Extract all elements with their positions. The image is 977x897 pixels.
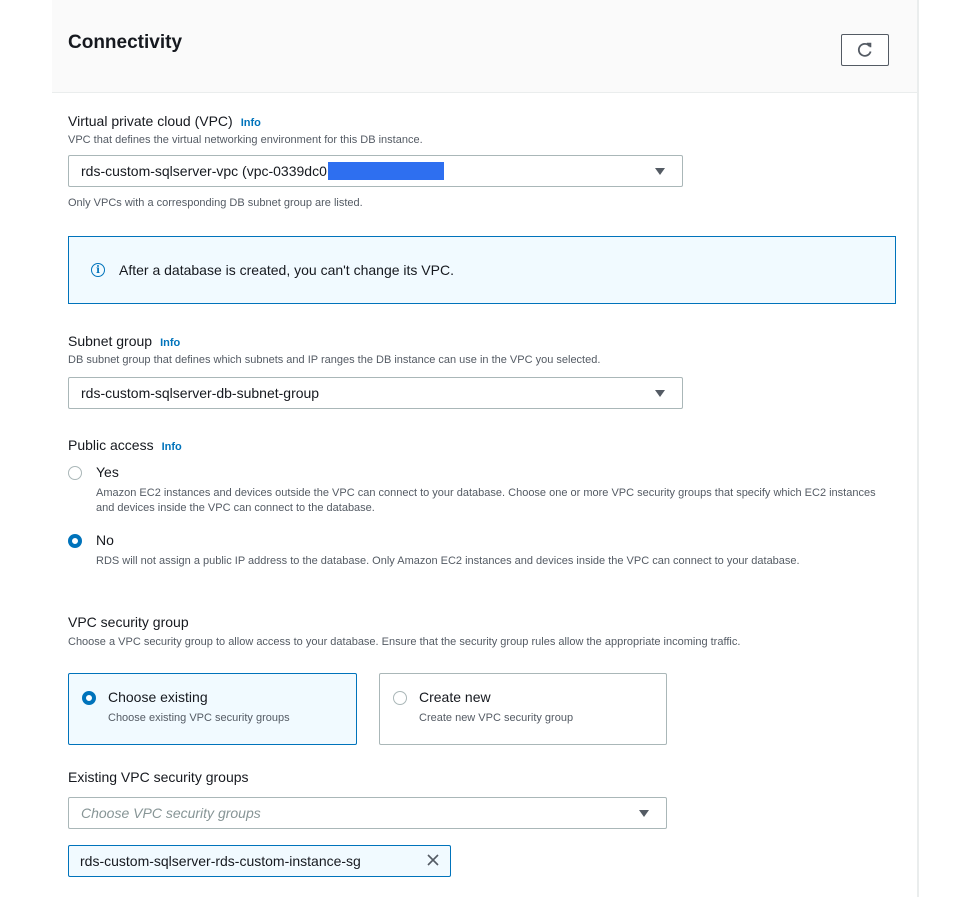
security-group-token-label: rds-custom-sqlserver-rds-custom-instance-sg — [80, 853, 361, 869]
vpc-change-alert — [68, 236, 896, 304]
public-access-no-label[interactable]: No — [96, 532, 114, 548]
public-access-label: Public access Info — [68, 437, 182, 453]
subnet-info-link[interactable]: Info — [160, 337, 181, 349]
create-new-tile[interactable] — [379, 673, 667, 745]
public-access-yes-description: Amazon EC2 instances and devices outside the VPC can connect to your database. Choose one or more VPC security groups that specify which EC2 instances and devices inside the VPC can connect to the database. — [96, 487, 876, 514]
caret-down-icon — [655, 168, 665, 175]
vpc-security-group-description: Choose a VPC security group to allow access to your database. Ensure that the security group rules allow the appropriate incoming traffic. — [68, 636, 741, 648]
create-new-description: Create new VPC security group — [419, 712, 574, 724]
public-access-yes-radio[interactable] — [68, 466, 82, 480]
security-groups-multiselect[interactable] — [68, 797, 667, 829]
public-access-yes-label[interactable]: Yes — [96, 464, 119, 480]
caret-down-icon — [639, 810, 649, 817]
choose-existing-tile[interactable] — [68, 673, 357, 745]
vpc-select[interactable] — [68, 155, 683, 187]
vpc-description: VPC that defines the virtual networking environment for this DB instance. — [68, 134, 423, 146]
vpc-info-link[interactable]: Info — [240, 117, 261, 129]
subnet-group-select[interactable] — [68, 377, 683, 409]
vpc-security-group-label: VPC security group — [68, 614, 189, 630]
choose-existing-description: Choose existing VPC security groups — [108, 712, 290, 724]
security-group-token — [68, 845, 451, 877]
choose-existing-radio[interactable] — [82, 691, 96, 705]
public-access-no-description: RDS will not assign a public IP address to the database. Only Amazon EC2 instances and devices inside the VPC can connect to your database. — [96, 555, 800, 567]
caret-down-icon — [655, 390, 665, 397]
choose-existing-label: Choose existing — [108, 689, 208, 705]
info-circle-icon: i — [91, 263, 105, 277]
existing-security-groups-label: Existing VPC security groups — [68, 769, 249, 785]
panel-right-border — [917, 0, 919, 897]
refresh-button[interactable] — [841, 34, 889, 66]
vpc-hint: Only VPCs with a corresponding DB subnet group are listed. — [68, 197, 363, 209]
section-title: Connectivity — [68, 32, 183, 53]
vpc-select-value: rds-custom-sqlserver-vpc (vpc-0339dc0 — [81, 163, 327, 179]
subnet-group-description: DB subnet group that defines which subnets and IP ranges the DB instance can use in the VPC you selected. — [68, 354, 601, 366]
create-new-radio[interactable] — [393, 691, 407, 705]
alert-text: After a database is created, you can't change its VPC. — [119, 262, 454, 278]
create-new-label: Create new — [419, 689, 491, 705]
refresh-icon — [857, 42, 873, 58]
vpc-label: Virtual private cloud (VPC) Info — [68, 113, 261, 129]
redacted-region — [328, 162, 444, 180]
public-access-info-link[interactable]: Info — [161, 441, 182, 453]
subnet-group-label: Subnet group Info — [68, 333, 181, 349]
close-icon[interactable] — [426, 853, 440, 867]
public-access-no-radio[interactable] — [68, 534, 82, 548]
subnet-group-select-value: rds-custom-sqlserver-db-subnet-group — [81, 385, 320, 401]
security-groups-placeholder: Choose VPC security groups — [81, 805, 261, 821]
